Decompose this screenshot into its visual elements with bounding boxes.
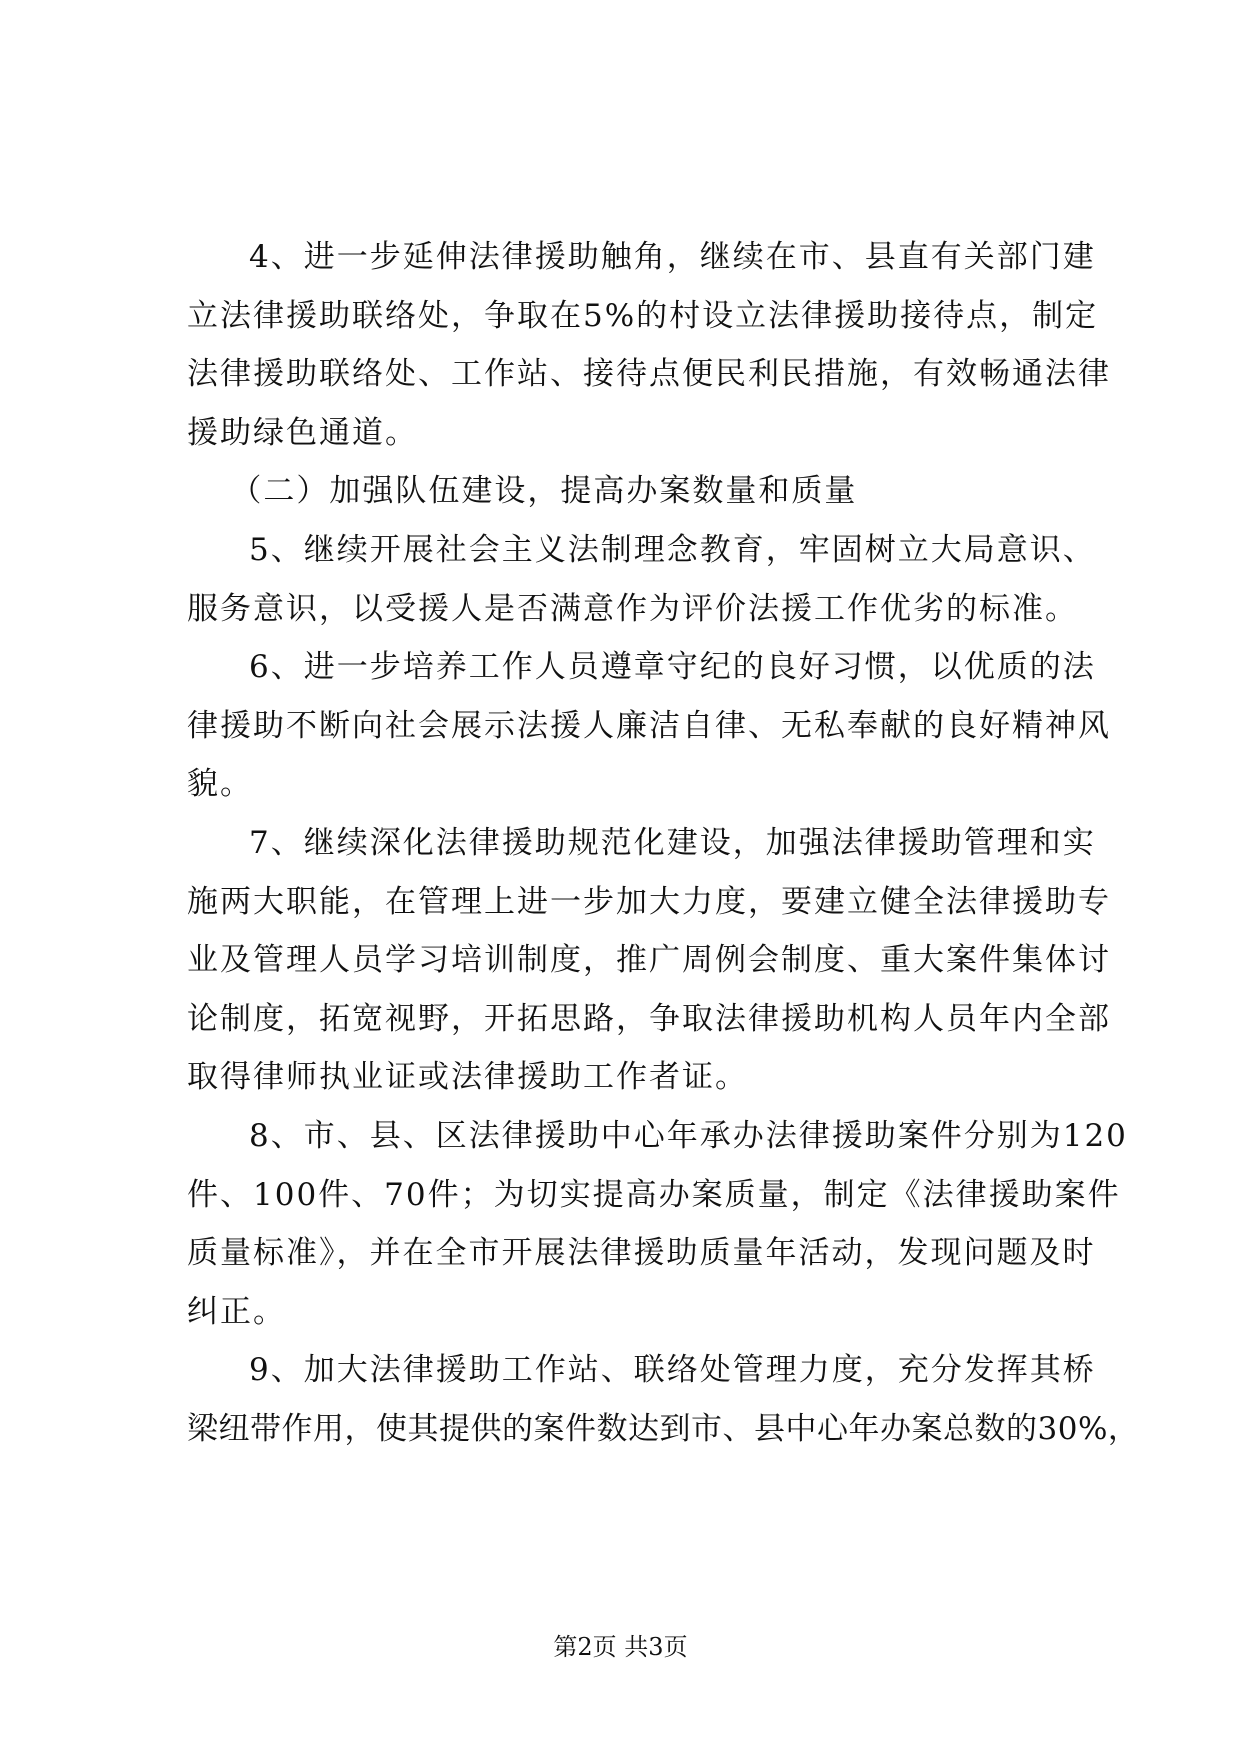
text-line: 质量标准》，并在全市开展法律援助质量年活动，发现问题及时 bbox=[187, 1235, 1096, 1272]
text-line: 梁纽带作用，使其提供的案件数达到市、县中心年办案总数的30%， bbox=[187, 1410, 1140, 1447]
text-line: 6、进一步培养工作人员遵章守纪的良好习惯，以优质的法 bbox=[249, 649, 1096, 686]
paragraph-6 bbox=[187, 638, 1111, 814]
text-line: 立法律援助联络处，争取在5%的村设立法律援助接待点，制定 bbox=[187, 297, 1099, 334]
text-line: 援助绿色通道。 bbox=[187, 414, 418, 451]
text-line: 律援助不断向社会展示法援人廉洁自律、无私奉献的良好精神风 bbox=[187, 707, 1111, 744]
text-line: 纠正。 bbox=[187, 1293, 286, 1330]
document-body bbox=[187, 228, 1140, 1458]
paragraph-9 bbox=[187, 1341, 1140, 1458]
text-line: 服务意识，以受援人是否满意作为评价法援工作优劣的标准。 bbox=[187, 590, 1078, 627]
text-line: （二）加强队伍建设，提高办案数量和质量 bbox=[230, 473, 858, 510]
paragraph-7 bbox=[187, 814, 1111, 1107]
text-line: 4、进一步延伸法律援助触角，继续在市、县直有关部门建 bbox=[249, 239, 1096, 275]
text-line: 9、加大法律援助工作站、联络处管理力度，充分发挥其桥 bbox=[249, 1352, 1096, 1389]
text-line: 业及管理人员学习培训制度，推广周例会制度、重大案件集体讨 bbox=[187, 942, 1111, 979]
page-footer: 第2页 共3页 bbox=[553, 1633, 688, 1661]
text-line: 法律援助联络处、工作站、接待点便民利民措施，有效畅通法律 bbox=[187, 356, 1111, 393]
paragraph-8 bbox=[187, 1107, 1128, 1341]
text-line: 5、继续开展社会主义法制理念教育，牢固树立大局意识、 bbox=[249, 531, 1096, 568]
text-line: 论制度，拓宽视野，开拓思路，争取法律援助机构人员年内全部 bbox=[187, 1000, 1111, 1037]
section-heading-2 bbox=[187, 462, 1067, 521]
text-line: 8、市、县、区法律援助中心年承办法律援助案件分别为120 bbox=[249, 1117, 1128, 1154]
paragraph-4 bbox=[187, 228, 1111, 462]
text-line: 施两大职能，在管理上进一步加大力度，要建立健全法律援助专 bbox=[187, 883, 1111, 920]
text-line: 件、100件、70件；为切实提高办案质量，制定《法律援助案件 bbox=[187, 1176, 1121, 1213]
text-line: 7、继续深化法律援助规范化建设，加强法律援助管理和实 bbox=[249, 824, 1096, 861]
paragraph-5 bbox=[187, 521, 1096, 638]
text-line: 取得律师执业证或法律援助工作者证。 bbox=[187, 1059, 748, 1096]
text-line: 貌。 bbox=[187, 766, 253, 803]
